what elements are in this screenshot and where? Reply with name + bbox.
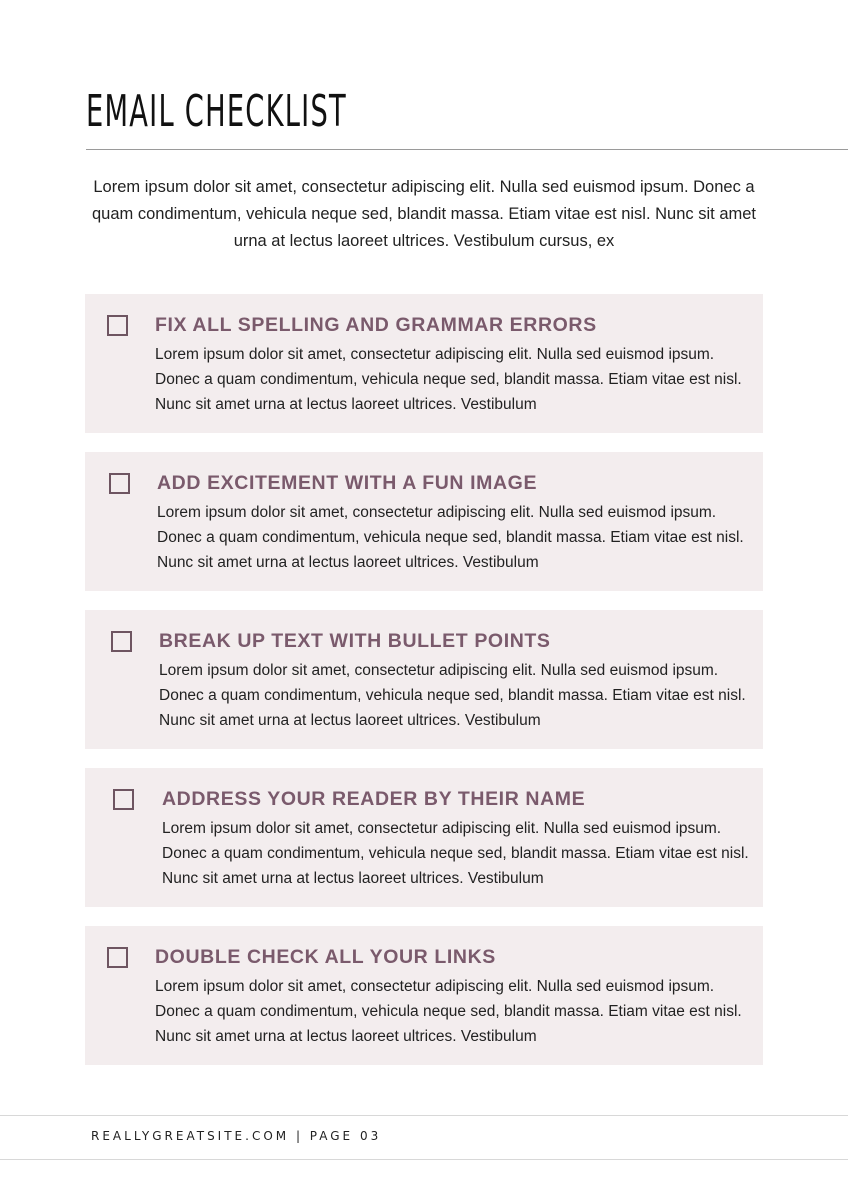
checklist-item-title: ADD EXCITEMENT WITH A FUN IMAGE [157, 472, 538, 494]
footer-divider-top [0, 1115, 848, 1116]
checklist-item-body: Lorem ipsum dolor sit amet, consectetur adipiscing elit. Nulla sed euismod ipsum. Donec a quam condimentum, vehicula neque sed, blandit massa. Etiam vitae est nisl. Nunc sit amet urna at lectus laoreet ultrices. Vestibulum [155, 978, 742, 1045]
checklist-item-body: Lorem ipsum dolor sit amet, consectetur adipiscing elit. Nulla sed euismod ipsum. Donec a quam condimentum, vehicula neque sed, blandit massa. Etiam vitae est nisl. Nunc sit amet urna at lectus laoreet ultrices. Vestibulum [162, 820, 749, 887]
checkbox[interactable] [111, 631, 132, 652]
checkbox[interactable] [109, 473, 130, 494]
checklist-item-body: Lorem ipsum dolor sit amet, consectetur adipiscing elit. Nulla sed euismod ipsum. Donec a quam condimentum, vehicula neque sed, blandit massa. Etiam vitae est nisl. Nunc sit amet urna at lectus laoreet ultrices. Vestibulum [155, 346, 742, 413]
footer-divider-bottom [0, 1159, 848, 1160]
checklist-item-body: Lorem ipsum dolor sit amet, consectetur adipiscing elit. Nulla sed euismod ipsum. Donec a quam condimentum, vehicula neque sed, blandit massa. Etiam vitae est nisl. Nunc sit amet urna at lectus laoreet ultrices. Vestibulum [157, 504, 744, 571]
checklist-item [85, 926, 763, 1065]
checklist-item-body: Lorem ipsum dolor sit amet, consectetur adipiscing elit. Nulla sed euismod ipsum. Donec a quam condimentum, vehicula neque sed, blandit massa. Etiam vitae est nisl. Nunc sit amet urna at lectus laoreet ultrices. Vestibulum [159, 662, 746, 729]
checklist-item [85, 768, 763, 907]
page-title: EMAIL CHECKLIST [86, 86, 347, 137]
checkbox[interactable] [107, 315, 128, 336]
checklist-item [85, 610, 763, 749]
checklist-item-title: ADDRESS YOUR READER BY THEIR NAME [162, 788, 586, 810]
checkbox[interactable] [113, 789, 134, 810]
checklist-item-title: FIX ALL SPELLING AND GRAMMAR ERRORS [155, 314, 597, 336]
checklist-item [85, 452, 763, 591]
checklist-item-title: BREAK UP TEXT WITH BULLET POINTS [159, 630, 551, 652]
footer-text: REALLYGREATSITE.COM | PAGE 03 [91, 1129, 382, 1143]
checklist-item [85, 294, 763, 433]
checklist-item-title: DOUBLE CHECK ALL YOUR LINKS [155, 946, 496, 968]
title-divider [86, 149, 848, 150]
checkbox[interactable] [107, 947, 128, 968]
intro-paragraph: Lorem ipsum dolor sit amet, consectetur adipiscing elit. Nulla sed euismod ipsum. Donec a quam condimentum, vehicula neque sed, blandit massa. Etiam vitae est nisl. Nunc sit amet urna at lectus laoreet ultrices. Vestibulum cursus, ex [92, 178, 756, 250]
